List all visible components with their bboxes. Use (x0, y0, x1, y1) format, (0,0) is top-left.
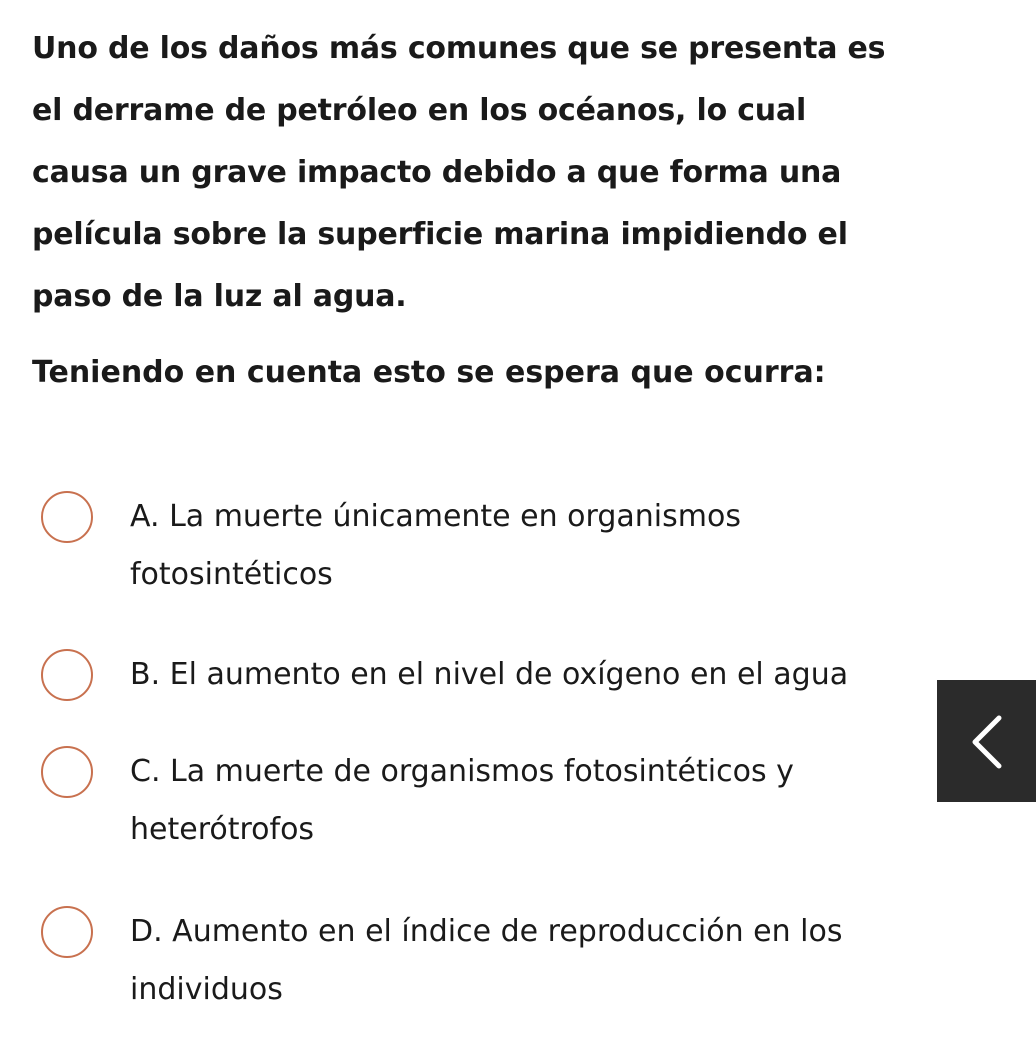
option-label: B. El aumento en el nivel de oxígeno en el agua (130, 657, 849, 692)
option-label: C. La muerte de organismos fotosintéticos y heterótrofos (130, 754, 794, 847)
radio-button[interactable] (41, 649, 93, 701)
radio-button[interactable] (41, 906, 93, 958)
option-label: A. La muerte únicamente en organismos fotosintéticos (130, 499, 741, 592)
question-line: película sobre la superficie marina impidiendo el (32, 217, 848, 252)
chevron-left-icon (965, 712, 1009, 772)
question-prompt: Teniendo en cuenta esto se espera que ocurra: (32, 355, 826, 390)
question-line: Uno de los daños más comunes que se presenta es (32, 31, 886, 66)
question-line: paso de la luz al agua. (32, 279, 407, 314)
option-label: D. Aumento en el índice de reproducción en los individuos (130, 914, 843, 1007)
radio-button[interactable] (41, 746, 93, 798)
question-line: causa un grave impacto debido a que forma una (32, 155, 842, 190)
back-button[interactable] (937, 680, 1036, 802)
question-line: el derrame de petróleo en los océanos, lo cual (32, 93, 807, 128)
radio-button[interactable] (41, 491, 93, 543)
question-text (32, 18, 1022, 328)
